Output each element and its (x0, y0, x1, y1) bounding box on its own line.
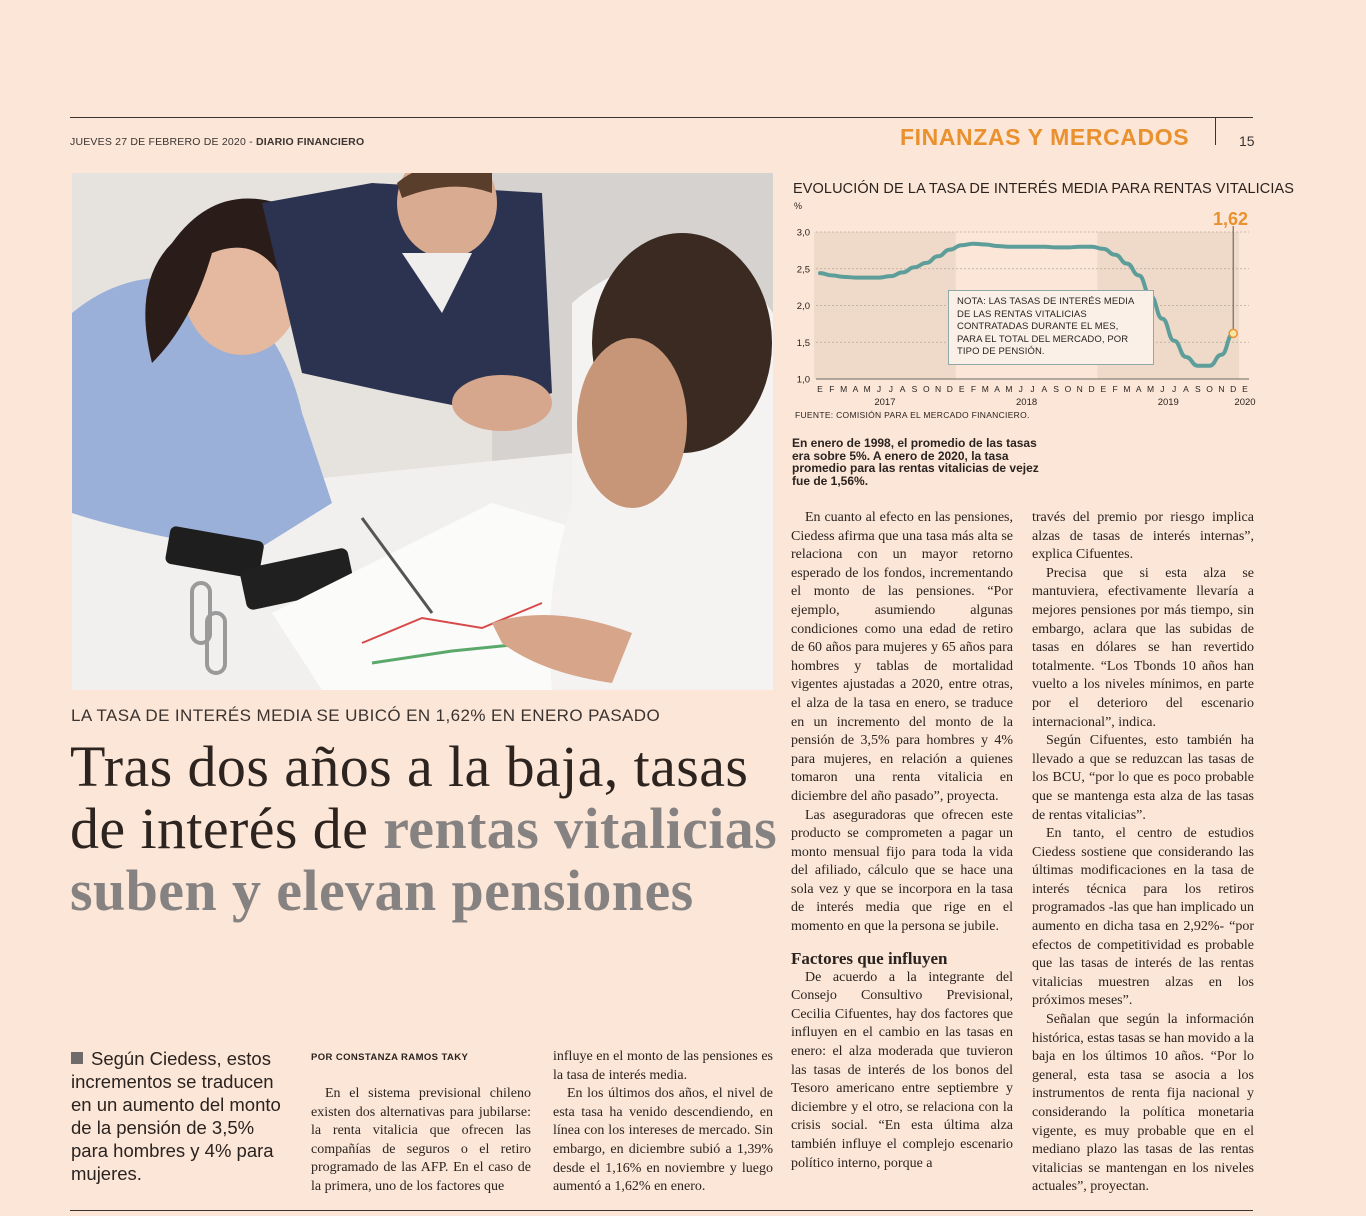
x-tick-label: F (829, 384, 835, 394)
chart-caption: En enero de 1998, el promedio de las tasas era sobre 5%. A enero de 2020, la tasa promedio para las rentas vitalicias de vejez fue de 1,56%. (792, 436, 1039, 488)
paragraph: En tanto, el centro de estudios Ciedess sostiene que considerando las últimas modificaciones en la tasa de interés técnica para los retiros programados -las que han implicado un aumento en dicha tasa en 2,92%- “por efectos de competitividad es probable que las tasas de interés de las rentas vitalicias muestren alzas en los próximos meses”. (1032, 826, 1254, 1009)
paragraph: En los últimos dos años, el nivel de esta tasa ha venido descendiendo, en línea con los intereses de mercado. Sin embargo, en diciembre subió a 1,39% desde el 1,16% en noviembre y luego aumentó a 1,62% en enero. (553, 1086, 773, 1195)
headline (70, 736, 790, 922)
x-tick-label: F (970, 384, 977, 394)
x-tick-label: J (1172, 384, 1177, 394)
y-tick-label: 2,0 (796, 301, 810, 312)
page-number: 15 (1239, 133, 1255, 149)
publication-name: DIARIO FINANCIERO (255, 136, 365, 148)
x-tick-label: A (1135, 384, 1142, 394)
paragraph: Precisa que si esta alza se mantuviera, efectivamente llevaría a mejores pensiones por más tiempo, sin embargo, aclara que las subidas de tasas en dólares se han revertido totalmente. “Los Tbonds 10 años han vuelto a los niveles mínimos, en parte por el deterioro del escenario internacional”, indica. (1032, 565, 1254, 730)
y-tick-label: 1,0 (796, 374, 810, 386)
x-tick-label: E (1100, 384, 1107, 394)
y-tick-label: 1,5 (796, 337, 810, 349)
y-tick-label: 3,0 (796, 227, 810, 239)
date: JUEVES 27 DE FEBRERO DE 2020 - (70, 136, 256, 148)
paragraph: influye en el monto de las pensiones es la tasa de interés media. (553, 1049, 773, 1083)
paragraph: Señalan que según la información histórica, estas tasas se han movido a la baja en los últimos 10 años. “Por lo general, esta tasa se asocia a los instrumentos de renta fija nacional y considerando la política monetaria vigente, es muy probable que en el mediano plazo las tasas de las rentas vitalicias se mantengan en los niveles actuales”, proyectan. (1032, 1012, 1254, 1195)
year-label: 2017 (874, 397, 896, 408)
x-tick-label: S (1194, 384, 1201, 394)
paragraph: través del premio por riesgo implica alzas de tasas de interés internas”, explica Cifuentes. (1032, 510, 1254, 563)
x-tick-label: S (911, 384, 918, 394)
headline-grey: rentas vitalicias suben y elevan pensiones (70, 796, 778, 923)
x-tick-label: E (958, 384, 965, 394)
year-label: 2019 (1157, 397, 1179, 408)
x-tick-label: M (1005, 384, 1013, 394)
x-tick-label: A (994, 384, 1000, 394)
x-tick-label: A (1041, 384, 1048, 394)
x-tick-label: E (1242, 384, 1248, 394)
x-tick-label: M (981, 384, 989, 394)
x-tick-label: D (946, 384, 953, 394)
year-label: 2020 (1234, 397, 1256, 408)
photo-illustration (72, 173, 773, 690)
x-tick-label: N (934, 384, 942, 394)
x-tick-label: M (1123, 384, 1131, 394)
top-rule (70, 117, 1253, 118)
summary-text: Según Ciedess, estos incrementos se traducen en un aumento del monto de la pensión de 3,5% para hombres y 4% para mujeres. (71, 1048, 281, 1184)
x-tick-label: A (899, 384, 906, 394)
x-tick-label: A (1183, 384, 1189, 394)
last-data-point (1229, 329, 1237, 337)
x-tick-label: O (1206, 384, 1213, 394)
paragraph: Según Cifuentes, esto también ha llevado a que se reduzcan las tasas de los BCU, “por lo que es poco probable que se mantenga esta alza de las tasas de rentas vitalicias”. (1032, 733, 1254, 823)
x-tick-label: O (1064, 384, 1072, 394)
article-column-1 (311, 1085, 531, 1197)
article-column-2 (553, 1048, 773, 1197)
paragraph: En cuanto al efecto en las pensiones, Ciedess afirma que una tasa más alta se relaciona con un mayor retorno esperado de los fondos, incrementando el monto de las pensiones. “Por ejemplo, asumiendo algunas condiciones como una edad de retiro de 60 años para mujeres y 65 años para hombres y tablas de mortalidad vigentes ajustadas a 2020, entre otras, el alza de la tasa en enero, se traduce en un incremento del monto de la pensión de 3,5% para hombres y 4% para mujeres, en relación a quienes tomaron una renta vitalicia en diciembre del año pasado”, proyecta. (791, 510, 1013, 804)
paragraph: De acuerdo a la integrante del Consejo Consultivo Previsional, Cecilia Cifuentes, hay dos factores que influyen en el cambio en las tasas en enero: el alza moderada que tuvieron las tasas de interés de los bonos del Tesoro americano entre septiembre y diciembre y el otro, se relaciona con la crisis social. “En esta última alza también influye el complejo escenario político interno, porque a (791, 969, 1013, 1171)
x-tick-label: O (922, 384, 930, 394)
chart-note: NOTA: LAS TASAS DE INTERÉS MEDIA DE LAS RENTAS VITALICIAS CONTRATADAS DURANTE EL MES, PARA EL TOTAL DEL MERCADO, POR TIPO DE PENSIÓN. (948, 290, 1154, 365)
year-label: 2018 (1016, 397, 1038, 408)
dateline (70, 136, 364, 148)
x-tick-label: F (1112, 384, 1118, 394)
bottom-rule (70, 1210, 1253, 1211)
subheading: Factores que influyen (791, 948, 948, 968)
kicker: LA TASA DE INTERÉS MEDIA SE UBICÓ EN 1,62% EN ENERO PASADO (71, 706, 661, 725)
section-title: FINANZAS Y MERCADOS (900, 124, 1190, 150)
y-tick-label: 2,5 (796, 264, 810, 276)
chart-source: FUENTE: COMISIÓN PARA EL MERCADO FINANCIERO. (795, 410, 1030, 420)
chart-title: EVOLUCIÓN DE LA TASA DE INTERÉS MEDIA PARA RENTAS VITALICIAS (793, 181, 1295, 197)
headline-dark: Tras dos años a la baja, tasas de interés de (70, 734, 749, 861)
x-tick-label: S (1053, 384, 1059, 394)
byline: POR CONSTANZA RAMOS TAKY (311, 1052, 469, 1063)
section-divider (1215, 118, 1216, 145)
paragraph: En el sistema previsional chileno existen dos alternativas para jubilarse: la renta vitalicia que ofrecen las compañías de seguros o el retiro programado de las AFP. En el caso de la primera, uno de los factores que (311, 1086, 531, 1194)
x-tick-label: J (888, 384, 893, 394)
x-tick-label: M (840, 384, 848, 394)
x-tick-label: J (1030, 384, 1035, 394)
y-unit-label: % (794, 201, 803, 211)
x-tick-label: J (1018, 384, 1023, 394)
highlight-value: 1,62 (1213, 209, 1249, 229)
x-tick-label: A (852, 384, 859, 394)
bullet-square-icon (71, 1052, 83, 1064)
x-tick-label: E (817, 384, 823, 394)
summary (71, 1047, 296, 1185)
x-tick-label: J (1160, 384, 1165, 394)
x-tick-label: N (1218, 384, 1225, 394)
x-tick-label: D (1088, 384, 1095, 394)
x-tick-label: D (1230, 384, 1237, 394)
article-column-3 (791, 509, 1013, 1173)
article-photo (72, 173, 773, 690)
paragraph: Las aseguradoras que ofrecen este producto se comprometen a pagar un monto mensual fijo para toda la vida del afiliado, cálculo que se hace una sola vez y que se incorpora en la tasa de interés media que rige en el momento en que la persona se jubile. (791, 807, 1013, 935)
x-tick-label: M (863, 384, 871, 394)
article-column-4 (1032, 509, 1254, 1197)
x-tick-label: J (876, 384, 882, 394)
x-tick-label: N (1076, 384, 1083, 394)
x-tick-label: M (1147, 384, 1155, 394)
